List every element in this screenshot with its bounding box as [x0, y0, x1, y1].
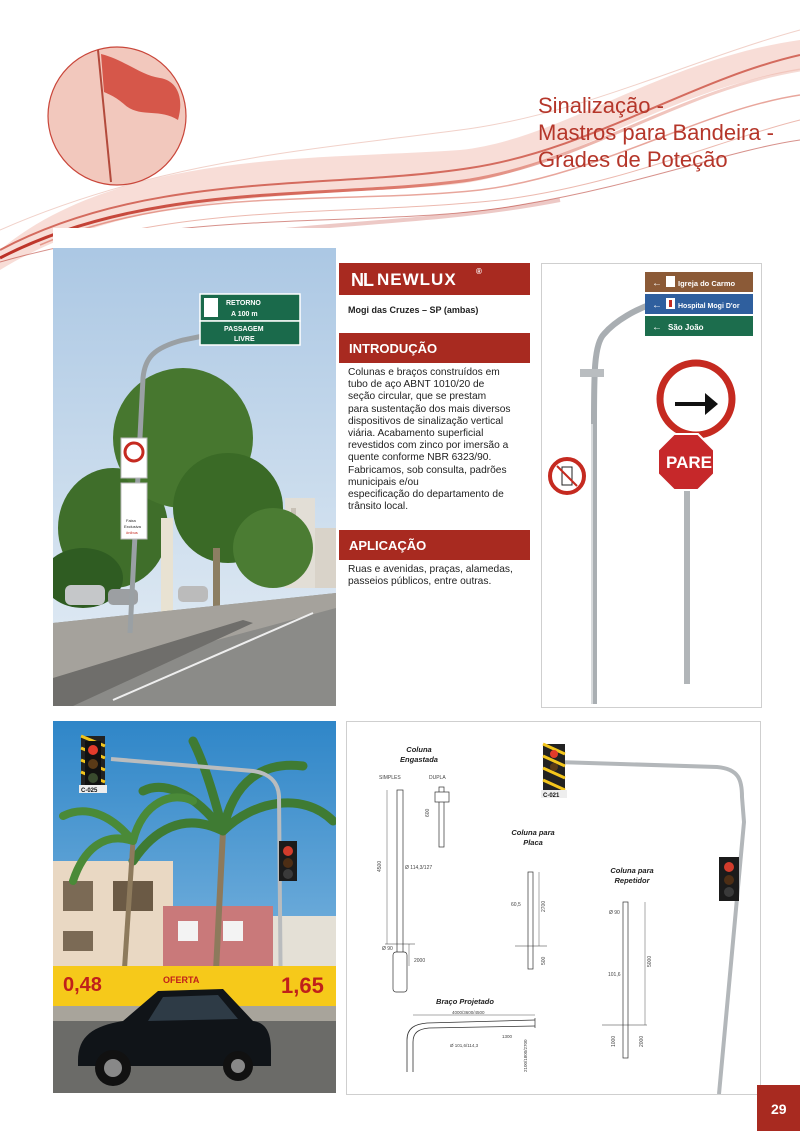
sign-livre: LIVRE — [234, 336, 255, 343]
intro-line: dispositivos de sinalização vertical — [348, 415, 504, 427]
dim-1300: 1300 — [502, 1034, 513, 1039]
dim-d90: Ø 90 — [382, 946, 393, 952]
label-placa: Placa — [523, 838, 543, 847]
sign-hospital: Hospital Mogi D'or — [678, 303, 740, 310]
sign-igreja: Igreja do Carmo — [678, 279, 736, 288]
sign-onibus: ônibus — [126, 530, 138, 535]
ad-price-1: 0,48 — [63, 974, 102, 996]
label-dupla: DUPLA — [429, 775, 446, 781]
title-line-1: Sinalização - — [538, 93, 664, 118]
label-repetidor: Repetidor — [614, 876, 650, 885]
intro-line: especificação do departamento de — [348, 489, 504, 501]
ad-oferta: OFERTA — [163, 975, 200, 985]
ad-price-2: 1,65 — [281, 973, 324, 998]
intro-text — [348, 367, 520, 513]
label-engastada: Engastada — [400, 755, 438, 764]
label-coluna: Coluna — [406, 745, 432, 754]
sign-passagem: PASSAGEM — [224, 326, 264, 333]
sign-pare: PARE — [666, 453, 712, 472]
title-line-2: Mastros para Bandeira - — [538, 120, 774, 145]
application-line: passeios públicos, entre outras. — [348, 576, 492, 588]
intro-line: tubo de aço ABNT 1010/20 de — [348, 379, 485, 391]
label-coluna-para: Coluna para — [511, 828, 555, 837]
sign-exclusiva: Exclusiva — [124, 524, 141, 529]
sign-retorno: RETORNO — [226, 300, 261, 307]
dim-d101b: Ø 101,6/114,3 — [450, 1043, 479, 1048]
dim-60-5: 60,5 — [511, 902, 521, 908]
photo-caption: Mogi das Cruzes – SP (ambas) — [348, 305, 479, 315]
intro-line: municipais e/ou — [348, 476, 419, 488]
dim-1000: 1000 — [611, 1035, 617, 1047]
traffic-signal-photo — [53, 721, 336, 1093]
sign-faixa: Faixa — [126, 518, 136, 523]
intro-line: revestidos com zinco por imersão a — [348, 440, 509, 452]
intro-line: Fabricamos, sob consulta, padrões — [348, 464, 507, 476]
svg-text:←: ← — [652, 278, 662, 289]
page-title — [538, 92, 788, 173]
intro-heading-bar — [339, 333, 530, 363]
dim-101-6: 101,6 — [608, 972, 621, 978]
title-line-3: Grades de Poteção — [538, 147, 728, 172]
drawing-signal-code: C-021 — [543, 793, 560, 799]
street-sign-photo — [53, 228, 336, 706]
sign-sao-joao: São João — [668, 323, 704, 332]
dim-5000: 5000 — [647, 955, 653, 967]
intro-line: quente conforme NBR 6323/90. — [348, 452, 492, 464]
intro-line: trânsito local. — [348, 501, 409, 513]
dim-200-dupla: 600 — [425, 808, 431, 817]
page-number-badge — [757, 1085, 800, 1131]
dim-200: 2000 — [414, 958, 426, 964]
application-heading-bar — [339, 530, 530, 560]
label-simples: SIMPLES — [379, 775, 401, 781]
dim-d90-rep: Ø 90 — [609, 910, 620, 916]
intro-line: seção circular, que se prestam — [348, 391, 487, 403]
intro-line: viária. Acabamento superficial — [348, 428, 484, 440]
brand-name: NEWLUX — [377, 270, 457, 289]
page-number: 29 — [771, 1101, 787, 1117]
signal-code-label: C-025 — [81, 788, 98, 794]
dim-d114: Ø 114,3/127 — [405, 865, 433, 871]
product-signs-photo — [541, 263, 762, 708]
brand-bar — [339, 263, 530, 295]
application-line: Ruas e avenidas, praças, alamedas, — [348, 564, 513, 575]
dim-4000: 4000/3600/4500 — [452, 1010, 485, 1015]
technical-drawings — [346, 721, 761, 1095]
application-text — [348, 564, 520, 588]
dim-2700: 2700 — [541, 900, 547, 912]
brand-registered: ® — [476, 267, 482, 276]
intro-line: para sustentação dos mais diversos — [348, 403, 511, 415]
intro-line: Colunas e braços construídos em — [348, 367, 500, 378]
dim-4500: 4500 — [377, 860, 383, 872]
label-coluna-para-rep: Coluna para — [610, 866, 654, 875]
svg-text:←: ← — [652, 300, 662, 311]
brand-logo-mark: NL — [351, 270, 373, 290]
application-heading: APLICAÇÃO — [349, 538, 427, 553]
dim-2000: 2000 — [639, 1035, 645, 1047]
label-braco: Braço Projetado — [436, 997, 494, 1006]
intro-heading: INTRODUÇÃO — [349, 341, 438, 356]
dim-500: 500 — [541, 956, 547, 965]
dim-2100: 2100/1800/2700 — [523, 1039, 528, 1072]
sign-retorno-distance: A 100 m — [231, 311, 258, 318]
svg-text:←: ← — [652, 322, 662, 333]
